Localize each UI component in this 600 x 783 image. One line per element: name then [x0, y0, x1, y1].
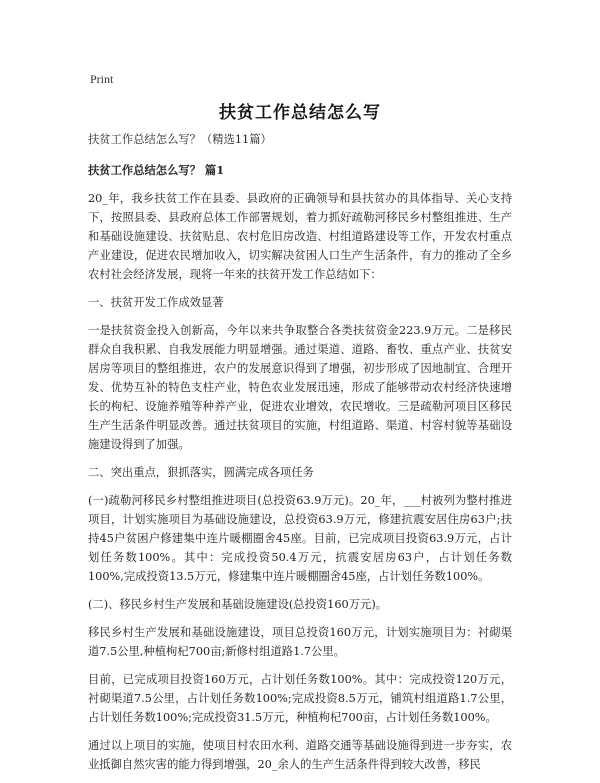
section-heading-1: 一、扶贫开发工作成效显著 — [88, 296, 224, 309]
paragraph-intro: 20_年，我乡扶贫工作在县委、县政府的正确领导和县扶贫办的具体指导、关心支持下，按照县委、县政府总体工作部署规划，着力抓好疏勒河移民乡村整组推进、生产和基础设施建设、扶贫贴息、农村危旧房改造、村组道路建设等工作，开发农村重点产业建设，促进农民增加收入，切实解决贫困人口生产生活条件，有力的推动了全乡农村社会经济发展，现将一年来的扶贫开发工作总结如下： — [88, 192, 512, 281]
paragraph-project-2-progress: 目前，已完成项目投资160万元，占计划任务数100%。其中：完成投资120万元，衬砌渠道7.5公里，占计划任务数100%;完成投资8.5万元，铺筑村组道路1.7公里，占计划任务数100%;完成投资31.5万元，种植枸杞700亩，占计划任务数100%。 — [88, 673, 512, 724]
chapter-heading: 扶贫工作总结怎么写？ 篇1 — [88, 163, 225, 177]
document-subtitle: 扶贫工作总结怎么写？（精选11篇） — [88, 133, 272, 146]
paragraph-project-2-plan: 移民乡村生产发展和基础设施建设，项目总投资160万元，计划实施项目为：衬砌渠道7.5公里,种植枸杞700亩;新修村组道路1.7公里。 — [88, 626, 512, 658]
print-label: Print — [90, 72, 114, 86]
page-title: 扶贫工作总结怎么写 — [219, 103, 381, 123]
section-heading-2: 二、突出重点，狠抓落实，圆满完成各项任务 — [88, 466, 314, 479]
paragraph-results: 一是扶贫资金投入创新高，今年以来共争取整合各类扶贫资金223.9万元。二是移民群众自我积累、自我发展能力明显增强。通过渠道、道路、畜牧、重点产业、扶贫安居房等项目的整组推进，农户的发展意识得到了增强，初步形成了因地制宜、合理开发、优势互补的特色支柱产业，特色农业发展迅速，形成了能够带动农村经济快速增长的枸杞、设施养殖等种养产业，促进农业增效，农民增收。三是疏勒河项目区移民生产生活条件明显改善。通过扶贫项目的实施，村组道路、渠道、村容村貌等基础设施建设得到了加强。 — [88, 324, 512, 451]
paragraph-project-1: (一)疏勒河移民乡村整组推进项目(总投资63.9万元)。20_年，___村被列为整村推进项目，计划实施项目为基础设施建设，总投资63.9万元，修建抗震安居住房63户;扶持45户贫困户修建集中连片暖棚圈舍45座。目前，已完成项目投资63.9万元，占计划任务数100%。其中：完成投资50.4万元，抗震安居房63户，占计划任务数100%,完成投资13.5万元，修建集中连片暖棚圈舍45座，占计划任务数100%。 — [88, 494, 512, 583]
paragraph-outcome: 通过以上项目的实施，使项目村农田水利、道路交通等基础设施得到进一步夯实，农业抵御自然灾害的能力得到增强，20_余人的生产生活条件得到较大改善，移民 — [88, 739, 512, 771]
section-heading-2-2: (二)、移民乡村生产发展和基础设施建设(总投资160万元)。 — [88, 598, 388, 611]
document-body — [88, 130, 512, 783]
